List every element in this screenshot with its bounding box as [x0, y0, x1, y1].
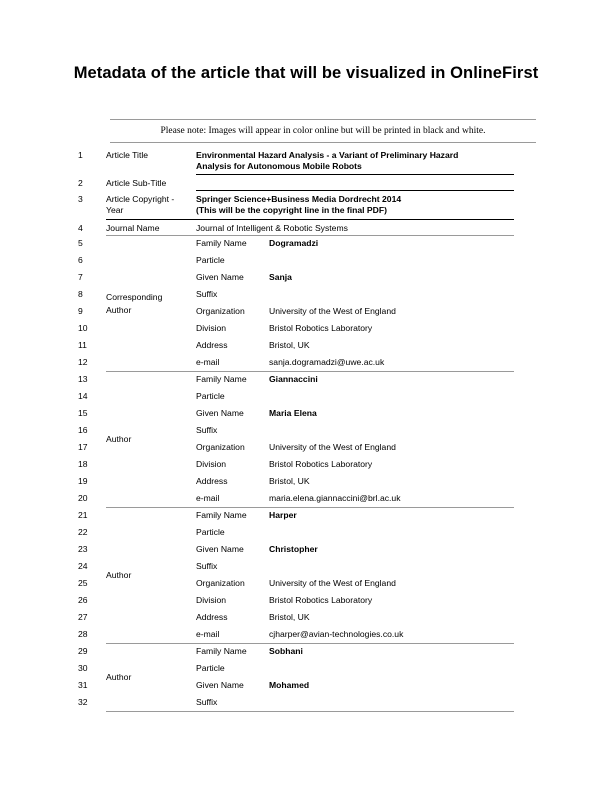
field-value: Sanja [269, 272, 292, 282]
field-label: Suffix [196, 697, 218, 707]
group-divider [106, 711, 514, 712]
article-title-value-line2: Analysis for Autonomous Mobile Robots [196, 161, 362, 171]
row-divider [106, 235, 514, 236]
field-value: University of the West of England [269, 306, 396, 316]
row-number: 13 [78, 374, 88, 384]
row-number: 9 [78, 306, 83, 316]
row-number: 17 [78, 442, 88, 452]
group-divider [106, 507, 514, 508]
field-label: e-mail [196, 493, 220, 503]
field-value: Maria Elena [269, 408, 317, 418]
row-number: 20 [78, 493, 88, 503]
row-number: 32 [78, 697, 88, 707]
row-divider [106, 219, 514, 220]
row-number: 24 [78, 561, 88, 571]
row-number: 19 [78, 476, 88, 486]
field-label: Given Name [196, 272, 244, 282]
field-value: Bristol Robotics Laboratory [269, 459, 373, 469]
row-number: 25 [78, 578, 88, 588]
row-number: 14 [78, 391, 88, 401]
row-divider [196, 190, 514, 191]
field-value: Bristol Robotics Laboratory [269, 323, 373, 333]
author-role-label: Author [106, 434, 132, 444]
article-copyright-value: Springer Science+Business Media Dordrecht 2014 [196, 194, 402, 204]
row-number: 3 [78, 194, 83, 204]
field-label: Given Name [196, 408, 244, 418]
article-copyright-label-line2: Year [106, 205, 124, 215]
row-number: 11 [78, 340, 87, 350]
field-label: Particle [196, 527, 225, 537]
row-number: 5 [78, 238, 83, 248]
author-role-label: Author [106, 570, 132, 580]
field-value: Dogramadzi [269, 238, 319, 248]
field-value: University of the West of England [269, 442, 396, 452]
field-label: Family Name [196, 374, 247, 384]
field-label: Organization [196, 442, 245, 452]
row-number: 22 [78, 527, 88, 537]
field-label: Family Name [196, 510, 247, 520]
field-label: Family Name [196, 646, 247, 656]
row-number: 7 [78, 272, 83, 282]
row-number: 29 [78, 646, 88, 656]
field-value: Harper [269, 510, 297, 520]
row-number: 30 [78, 663, 88, 673]
row-divider [196, 174, 514, 175]
row-number: 12 [78, 357, 88, 367]
journal-name-value: Journal of Intelligent & Robotic Systems [196, 223, 348, 233]
row-number: 8 [78, 289, 83, 299]
field-value: Sobhani [269, 646, 303, 656]
field-label: Given Name [196, 544, 244, 554]
field-label: Address [196, 612, 228, 622]
field-value: Bristol, UK [269, 476, 310, 486]
row-number: 16 [78, 425, 88, 435]
field-value: Bristol, UK [269, 340, 310, 350]
field-label: Organization [196, 578, 245, 588]
field-label: Division [196, 323, 227, 333]
row-number: 28 [78, 629, 88, 639]
field-label: Address [196, 476, 228, 486]
row-number: 18 [78, 459, 88, 469]
field-label: Particle [196, 391, 225, 401]
article-copyright-label: Article Copyright - [106, 194, 175, 204]
field-label: Family Name [196, 238, 247, 248]
field-label: Suffix [196, 561, 218, 571]
article-title-value: Environmental Hazard Analysis - a Variant of Preliminary Hazard [196, 150, 459, 160]
row-number: 6 [78, 255, 83, 265]
field-label: Organization [196, 306, 245, 316]
field-label: Particle [196, 255, 225, 265]
row-number: 15 [78, 408, 88, 418]
row-number: 31 [78, 680, 88, 690]
author-role-label-line2: Author [106, 305, 132, 315]
row-number: 2 [78, 178, 83, 188]
field-value: maria.elena.giannaccini@brl.ac.uk [269, 493, 401, 503]
field-label: Given Name [196, 680, 244, 690]
group-divider [106, 643, 514, 644]
field-value: Giannaccini [269, 374, 318, 384]
article-copyright-value-line2: (This will be the copyright line in the final PDF) [196, 205, 387, 215]
journal-name-label: Journal Name [106, 223, 160, 233]
field-label: e-mail [196, 357, 220, 367]
field-value: Bristol, UK [269, 612, 310, 622]
author-role-label: Author [106, 672, 132, 682]
row-number: 21 [78, 510, 88, 520]
page-title: Metadata of the article that will be visualized in OnlineFirst [73, 64, 539, 82]
field-label: Division [196, 595, 227, 605]
print-note: Please note: Images will appear in color online but will be printed in black and white. [110, 119, 536, 143]
field-value: Mohamed [269, 680, 310, 690]
row-number: 23 [78, 544, 88, 554]
field-label: Suffix [196, 425, 218, 435]
article-title-label: Article Title [106, 150, 149, 160]
row-number: 27 [78, 612, 88, 622]
article-subtitle-label: Article Sub-Title [106, 178, 167, 188]
field-value: sanja.dogramadzi@uwe.ac.uk [269, 357, 385, 367]
row-number: 10 [78, 323, 88, 333]
field-label: e-mail [196, 629, 220, 639]
group-divider [106, 371, 514, 372]
row-number: 26 [78, 595, 88, 605]
field-value: Bristol Robotics Laboratory [269, 595, 373, 605]
author-role-label: Corresponding [106, 292, 163, 302]
row-number: 1 [78, 150, 83, 160]
field-label: Suffix [196, 289, 218, 299]
field-label: Division [196, 459, 227, 469]
field-label: Particle [196, 663, 225, 673]
field-label: Address [196, 340, 228, 350]
field-value: University of the West of England [269, 578, 396, 588]
row-number: 4 [78, 223, 83, 233]
field-value: Christopher [269, 544, 318, 554]
field-value: cjharper@avian-technologies.co.uk [269, 629, 404, 639]
